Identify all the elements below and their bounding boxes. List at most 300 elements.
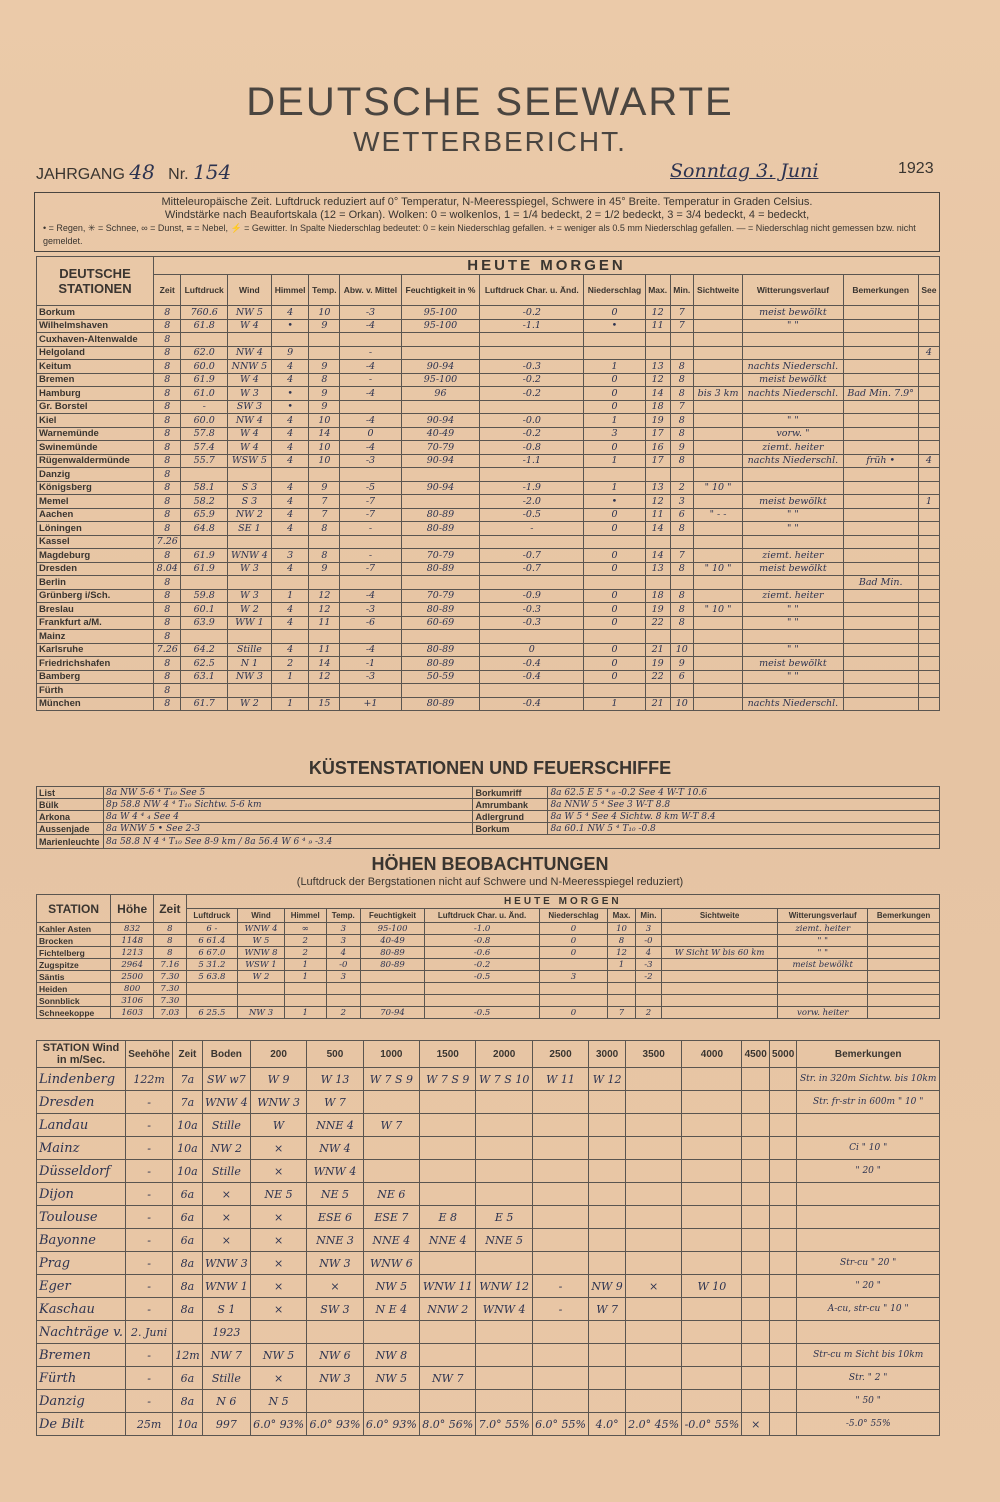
table-row <box>37 468 940 482</box>
cell: 1148 <box>111 935 154 947</box>
cell <box>425 995 540 1007</box>
station-name: Landau <box>37 1114 126 1137</box>
cell <box>797 1229 940 1252</box>
cell <box>742 1206 769 1229</box>
cell: -6 <box>340 616 401 630</box>
cell: 1 <box>271 589 309 603</box>
cell: 64.2 <box>181 643 227 657</box>
cell: 4 <box>271 306 309 320</box>
cell: 7.30 <box>154 971 186 983</box>
table-row <box>37 333 940 347</box>
cell: 4 <box>271 508 309 522</box>
station-name: Dresden <box>37 562 154 576</box>
cell <box>607 971 635 983</box>
cell: ziemt. heiter <box>778 923 868 935</box>
cell <box>227 468 271 482</box>
cell: " " <box>778 935 868 947</box>
cell: 4 <box>271 441 309 455</box>
table-row <box>37 1068 940 1091</box>
cell <box>843 643 918 657</box>
cell: WNW 4 <box>227 549 271 563</box>
cell <box>918 468 939 482</box>
cell <box>284 995 326 1007</box>
cell: 8 <box>154 319 181 333</box>
cell: 13 <box>645 481 670 495</box>
cell <box>693 468 742 482</box>
cell: 4 <box>271 603 309 617</box>
cell: 4 <box>271 643 309 657</box>
cell: NE 5 <box>307 1183 363 1206</box>
cell: NNW 5 <box>227 360 271 374</box>
cell <box>476 1321 532 1344</box>
cell <box>173 1321 203 1344</box>
cell <box>682 1091 742 1114</box>
cell: NW 4 <box>307 1137 363 1160</box>
cell <box>743 684 843 698</box>
cell <box>742 1367 769 1390</box>
cell <box>363 1091 419 1114</box>
coastal-stations-table <box>36 786 940 849</box>
cell: 80-89 <box>401 697 480 711</box>
cell <box>589 1137 626 1160</box>
cell: -0.3 <box>480 603 584 617</box>
cell <box>625 1137 681 1160</box>
cell <box>340 576 401 590</box>
cell <box>843 441 918 455</box>
cell: 8 <box>154 923 186 935</box>
cell: 0 <box>584 643 645 657</box>
cell: 8 <box>154 441 181 455</box>
cell <box>843 630 918 644</box>
station-name: Adlergrund <box>473 811 548 823</box>
cell: 12 <box>645 306 670 320</box>
altitude-subheading: (Luftdruck der Bergstationen nicht auf Schwere und N-Meeresspiegel reduziert) <box>296 876 684 888</box>
cell <box>693 670 742 684</box>
cell: 0 <box>584 387 645 401</box>
cell: -0.4 <box>480 657 584 671</box>
cell <box>843 697 918 711</box>
table-row <box>37 670 940 684</box>
station-name: Keitum <box>37 360 154 374</box>
cell <box>769 1068 796 1091</box>
cell <box>918 576 939 590</box>
cell <box>480 630 584 644</box>
jahrgang-label: JAHRGANG <box>36 166 125 183</box>
station-name: Warnemünde <box>37 427 154 441</box>
cell: 90-94 <box>401 360 480 374</box>
cell: 1 <box>271 670 309 684</box>
cell <box>661 995 778 1007</box>
cell <box>238 995 285 1007</box>
cell: 6.0° 93% <box>307 1413 363 1436</box>
cell <box>625 1091 681 1114</box>
cell <box>769 1114 796 1137</box>
cell: × <box>307 1275 363 1298</box>
cell <box>843 670 918 684</box>
cell: 8 <box>154 670 181 684</box>
cell: 9 <box>309 319 340 333</box>
station-name: Fürth <box>37 1367 126 1390</box>
cell <box>584 684 645 698</box>
table-row <box>37 616 940 630</box>
cell: -7 <box>340 562 401 576</box>
cell: -0.9 <box>480 589 584 603</box>
table-row <box>37 684 940 698</box>
col-header-11: 3500 <box>625 1041 681 1068</box>
cell: 8 <box>154 373 181 387</box>
cell <box>868 959 940 971</box>
cell: 7.30 <box>154 995 186 1007</box>
cell: -3 <box>340 306 401 320</box>
cell: 4 <box>271 616 309 630</box>
cell: 70-79 <box>401 441 480 455</box>
table-row <box>37 1114 940 1137</box>
cell: × <box>202 1183 250 1206</box>
cell: -0.3 <box>480 616 584 630</box>
cell <box>693 427 742 441</box>
table-row <box>37 995 940 1007</box>
legend-line-1: Mitteleuropäische Zeit. Luftdruck reduziert auf 0° Temperatur, N-Meeresspiegel, Schwere in 45° Breite. Temperatur in Graden Celsius. <box>161 196 813 208</box>
cell <box>797 1183 940 1206</box>
table-row <box>37 643 940 657</box>
cell <box>625 1344 681 1367</box>
cell: -1.1 <box>480 454 584 468</box>
cell <box>425 983 540 995</box>
cell <box>769 1137 796 1160</box>
cell <box>420 1183 476 1206</box>
cell: NW 8 <box>363 1344 419 1367</box>
cell <box>843 589 918 603</box>
station-name: Aussenjade <box>37 823 104 835</box>
cell <box>476 1091 532 1114</box>
col-header-2: Zeit <box>173 1041 203 1068</box>
cell <box>742 1160 769 1183</box>
table-row <box>37 1007 940 1019</box>
cell: 6a <box>173 1183 203 1206</box>
cell: 80-89 <box>401 522 480 536</box>
cell: -0.5 <box>480 508 584 522</box>
cell <box>918 387 939 401</box>
cell: " 50 " <box>797 1390 940 1413</box>
cell <box>769 1183 796 1206</box>
col-header-8: Luftdruck Char. u. Änd. <box>480 275 584 306</box>
table-row <box>37 508 940 522</box>
cell <box>476 1252 532 1275</box>
cell: " 10 " <box>693 562 742 576</box>
cell <box>670 535 693 549</box>
cell: 61.0 <box>181 387 227 401</box>
cell: -3 <box>636 959 662 971</box>
cell: 2964 <box>111 959 154 971</box>
cell: 8 <box>154 495 181 509</box>
cell <box>645 630 670 644</box>
cell: 8a NW 5-6 ⁴ T₁₀ See 5 <box>104 787 473 799</box>
cell: -0.4 <box>480 697 584 711</box>
station-name: Danzig <box>37 468 154 482</box>
cell: × <box>250 1137 306 1160</box>
cell: -0.3 <box>480 360 584 374</box>
german-stations-table <box>36 256 940 711</box>
cell: W 3 <box>227 589 271 603</box>
cell: 9 <box>309 387 340 401</box>
cell: - <box>126 1114 173 1137</box>
cell: -0.4 <box>480 670 584 684</box>
cell: 0 <box>584 562 645 576</box>
cell <box>693 360 742 374</box>
cell <box>636 995 662 1007</box>
cell: " 10 " <box>693 481 742 495</box>
cell: 1 <box>607 959 635 971</box>
station-name: Gr. Borstel <box>37 400 154 414</box>
cell: 8 <box>154 306 181 320</box>
cell <box>843 657 918 671</box>
cell <box>918 657 939 671</box>
cell: -4 <box>340 387 401 401</box>
col-header-9: 2500 <box>532 1041 588 1068</box>
cell: 832 <box>111 923 154 935</box>
cell <box>284 983 326 995</box>
cell: 12 <box>309 670 340 684</box>
cell <box>363 1137 419 1160</box>
cell: • <box>271 387 309 401</box>
cell: 19 <box>645 603 670 617</box>
table-row <box>37 414 940 428</box>
cell: 0 <box>584 549 645 563</box>
cell: 62.5 <box>181 657 227 671</box>
cell: 4 <box>271 522 309 536</box>
cell <box>363 1390 419 1413</box>
station-name: Nachträge v. <box>37 1321 126 1344</box>
cell: ESE 6 <box>307 1206 363 1229</box>
cell: 11 <box>645 508 670 522</box>
cell <box>918 319 939 333</box>
col-header-2: Luftdruck <box>181 275 227 306</box>
cell: früh • <box>843 454 918 468</box>
cell: 8 <box>154 387 181 401</box>
cell <box>868 983 940 995</box>
cell <box>918 441 939 455</box>
cell: WNW 6 <box>363 1252 419 1275</box>
cell <box>693 306 742 320</box>
cell <box>227 576 271 590</box>
cell <box>682 1137 742 1160</box>
cell <box>645 576 670 590</box>
cell: 6 61.4 <box>186 935 238 947</box>
cell: NNE 5 <box>476 1229 532 1252</box>
station-name: Helgoland <box>37 346 154 360</box>
station-name: Kiel <box>37 414 154 428</box>
cell: - <box>532 1298 588 1321</box>
cell: W 3 <box>227 562 271 576</box>
cell: 3 <box>271 549 309 563</box>
cell: W 3 <box>227 387 271 401</box>
cell: 0 <box>584 400 645 414</box>
col-header-13: 4500 <box>742 1041 769 1068</box>
table-row <box>37 360 940 374</box>
cell <box>480 400 584 414</box>
cell <box>584 333 645 347</box>
cell: NE 6 <box>363 1183 419 1206</box>
cell: 2 <box>284 935 326 947</box>
cell: W <box>250 1114 306 1137</box>
cell: W 13 <box>307 1068 363 1091</box>
cell <box>693 657 742 671</box>
cell <box>340 400 401 414</box>
cell <box>625 1183 681 1206</box>
cell: 8 <box>154 684 181 698</box>
cell <box>589 1229 626 1252</box>
cell <box>532 1206 588 1229</box>
table-row <box>37 346 940 360</box>
table-row <box>37 400 940 414</box>
cell: S 3 <box>227 495 271 509</box>
cell: Stille <box>227 643 271 657</box>
cell: 8 <box>670 589 693 603</box>
cell: W 2 <box>238 971 285 983</box>
cell <box>693 589 742 603</box>
cell: " " <box>743 508 843 522</box>
cell: W 2 <box>227 697 271 711</box>
cell: × <box>250 1160 306 1183</box>
cell <box>693 414 742 428</box>
cell: Stille <box>202 1160 250 1183</box>
cell: 8 <box>154 427 181 441</box>
cell: - <box>126 1137 173 1160</box>
altitude-heading: HÖHEN BEOBACHTUNGEN <box>371 854 609 874</box>
cell: 8 <box>309 373 340 387</box>
cell: -4 <box>340 643 401 657</box>
table-row <box>37 1160 940 1183</box>
cell: 8 <box>670 373 693 387</box>
nr-value: 154 <box>193 160 232 184</box>
station-name: Toulouse <box>37 1206 126 1229</box>
cell <box>661 923 778 935</box>
cell: N 6 <box>202 1390 250 1413</box>
cell <box>309 576 340 590</box>
cell: W 5 <box>238 935 285 947</box>
cell: 80-89 <box>360 947 424 959</box>
cell: 11 <box>309 616 340 630</box>
cell <box>693 346 742 360</box>
cell: W 9 <box>250 1068 306 1091</box>
cell: × <box>202 1206 250 1229</box>
cell: -0.5 <box>425 1007 540 1019</box>
cell: 16 <box>645 441 670 455</box>
cell <box>769 1229 796 1252</box>
col-header-3: Luftdruck <box>186 909 238 923</box>
cell <box>181 684 227 698</box>
cell <box>480 468 584 482</box>
col-header-2: Zeit <box>154 895 186 923</box>
cell: WNW 12 <box>476 1275 532 1298</box>
cell: 0 <box>480 643 584 657</box>
cell <box>420 1321 476 1344</box>
cell: " 20 " <box>797 1160 940 1183</box>
cell: vorw. " <box>743 427 843 441</box>
cell: NW 9 <box>589 1275 626 1298</box>
cell: W Sicht W bis 60 km <box>661 947 778 959</box>
cell <box>693 576 742 590</box>
cell <box>476 1137 532 1160</box>
cell: -7 <box>340 495 401 509</box>
cell <box>693 373 742 387</box>
cell <box>918 481 939 495</box>
cell: 8 <box>154 935 186 947</box>
cell: NW 7 <box>420 1367 476 1390</box>
cell: 58.2 <box>181 495 227 509</box>
cell: Str. " 2 " <box>797 1367 940 1390</box>
cell: 4 <box>271 562 309 576</box>
cell <box>843 373 918 387</box>
cell: -0.2 <box>480 387 584 401</box>
station-name: Memel <box>37 495 154 509</box>
table-row <box>37 935 940 947</box>
cell: 760.6 <box>181 306 227 320</box>
cell <box>540 995 608 1007</box>
col-header-6: Abw. v. Mittel <box>340 275 401 306</box>
cell: SW 3 <box>227 400 271 414</box>
cell <box>693 630 742 644</box>
cell <box>271 468 309 482</box>
cell: - <box>126 1229 173 1252</box>
cell <box>480 576 584 590</box>
cell: 7a <box>173 1068 203 1091</box>
cell <box>693 697 742 711</box>
cell <box>540 983 608 995</box>
cell <box>181 630 227 644</box>
cell: 12 <box>309 603 340 617</box>
cell <box>360 983 424 995</box>
cell: 6 <box>670 508 693 522</box>
cell: -7 <box>340 508 401 522</box>
coastal-heading: KÜSTENSTATIONEN UND FEUERSCHIFFE <box>308 758 672 778</box>
col-header-6: Temp. <box>326 909 360 923</box>
cell: N 5 <box>250 1390 306 1413</box>
cell <box>769 1344 796 1367</box>
cell: - <box>126 1275 173 1298</box>
cell: 1603 <box>111 1007 154 1019</box>
cell <box>661 971 778 983</box>
cell: 0 <box>340 427 401 441</box>
cell: 57.8 <box>181 427 227 441</box>
cell: 4 <box>271 481 309 495</box>
cell: " " <box>743 522 843 536</box>
table-row <box>37 811 940 823</box>
cell: 3 <box>584 427 645 441</box>
cell: 6 67.0 <box>186 947 238 959</box>
cell <box>661 983 778 995</box>
cell: × <box>625 1275 681 1298</box>
table-row <box>37 576 940 590</box>
cell: bis 3 km <box>693 387 742 401</box>
station-name: Mainz <box>37 630 154 644</box>
cell: ∞ <box>284 923 326 935</box>
station-name: Bülk <box>37 799 104 811</box>
cell: " " <box>778 947 868 959</box>
station-name: Königsberg <box>37 481 154 495</box>
cell <box>682 1367 742 1390</box>
table-row <box>37 522 940 536</box>
station-name: Rügenwaldermünde <box>37 454 154 468</box>
station-name: Borkum <box>37 306 154 320</box>
cell: • <box>584 319 645 333</box>
cell <box>480 346 584 360</box>
cell <box>401 576 480 590</box>
station-name: Hamburg <box>37 387 154 401</box>
cell: × <box>250 1206 306 1229</box>
cell: - <box>126 1206 173 1229</box>
cell: 8 <box>154 947 186 959</box>
